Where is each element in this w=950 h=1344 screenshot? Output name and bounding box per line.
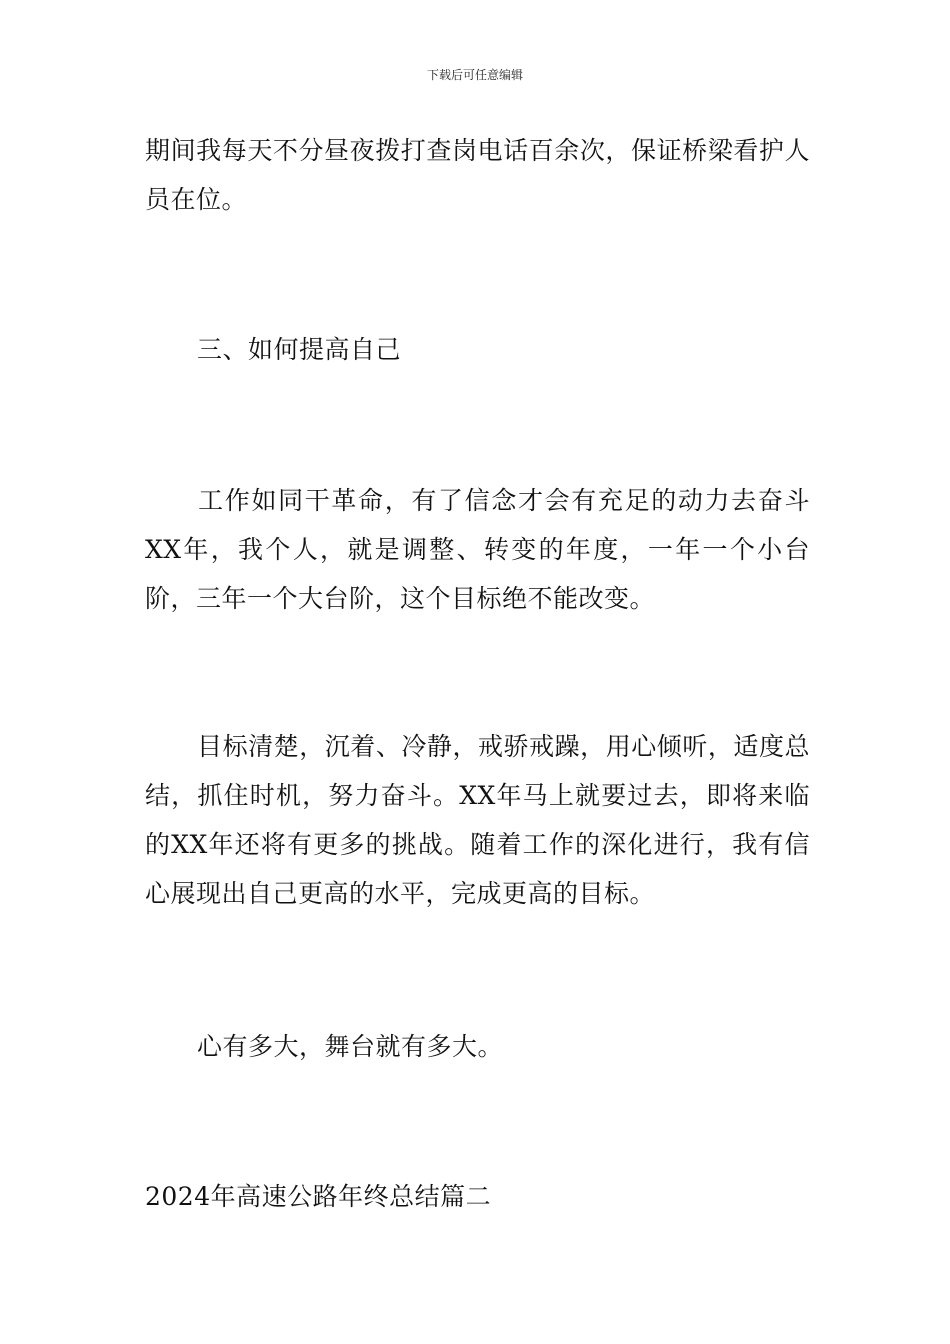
header-note: 下载后可任意编辑 [426,68,523,82]
paragraph-4 [145,722,810,918]
paragraph-1-text: 期间我每天不分昼夜拨打查岗电话百余次，保证桥梁看护人员在位。 [145,136,810,214]
paragraph-1 [145,126,810,224]
paragraph-3 [145,476,810,623]
paragraph-3-text: 工作如同干革命，有了信念才会有充足的动力去奋斗XX年，我个人，就是调整、转变的年度，一年一个小台阶，三年一个大台阶，这个目标绝不能改变。 [145,486,810,613]
paragraph-5 [145,1022,810,1071]
next-section-title [145,1172,810,1221]
section-heading [145,325,810,374]
paragraph-4-text: 目标清楚，沉着、冷静，戒骄戒躁，用心倾听，适度总结，抓住时机，努力奋斗。XX年马上就要过去，即将来临的XX年还将有更多的挑战。随着工作的深化进行，我有信心展现出自己更高的水平，完成更高的目标。 [145,732,810,908]
section-heading-text: 三、如何提高自己 [197,335,402,364]
paragraph-5-text: 心有多大，舞台就有多大。 [197,1032,504,1061]
next-section-title-text: 2024年高速公路年终总结篇二 [145,1182,492,1211]
